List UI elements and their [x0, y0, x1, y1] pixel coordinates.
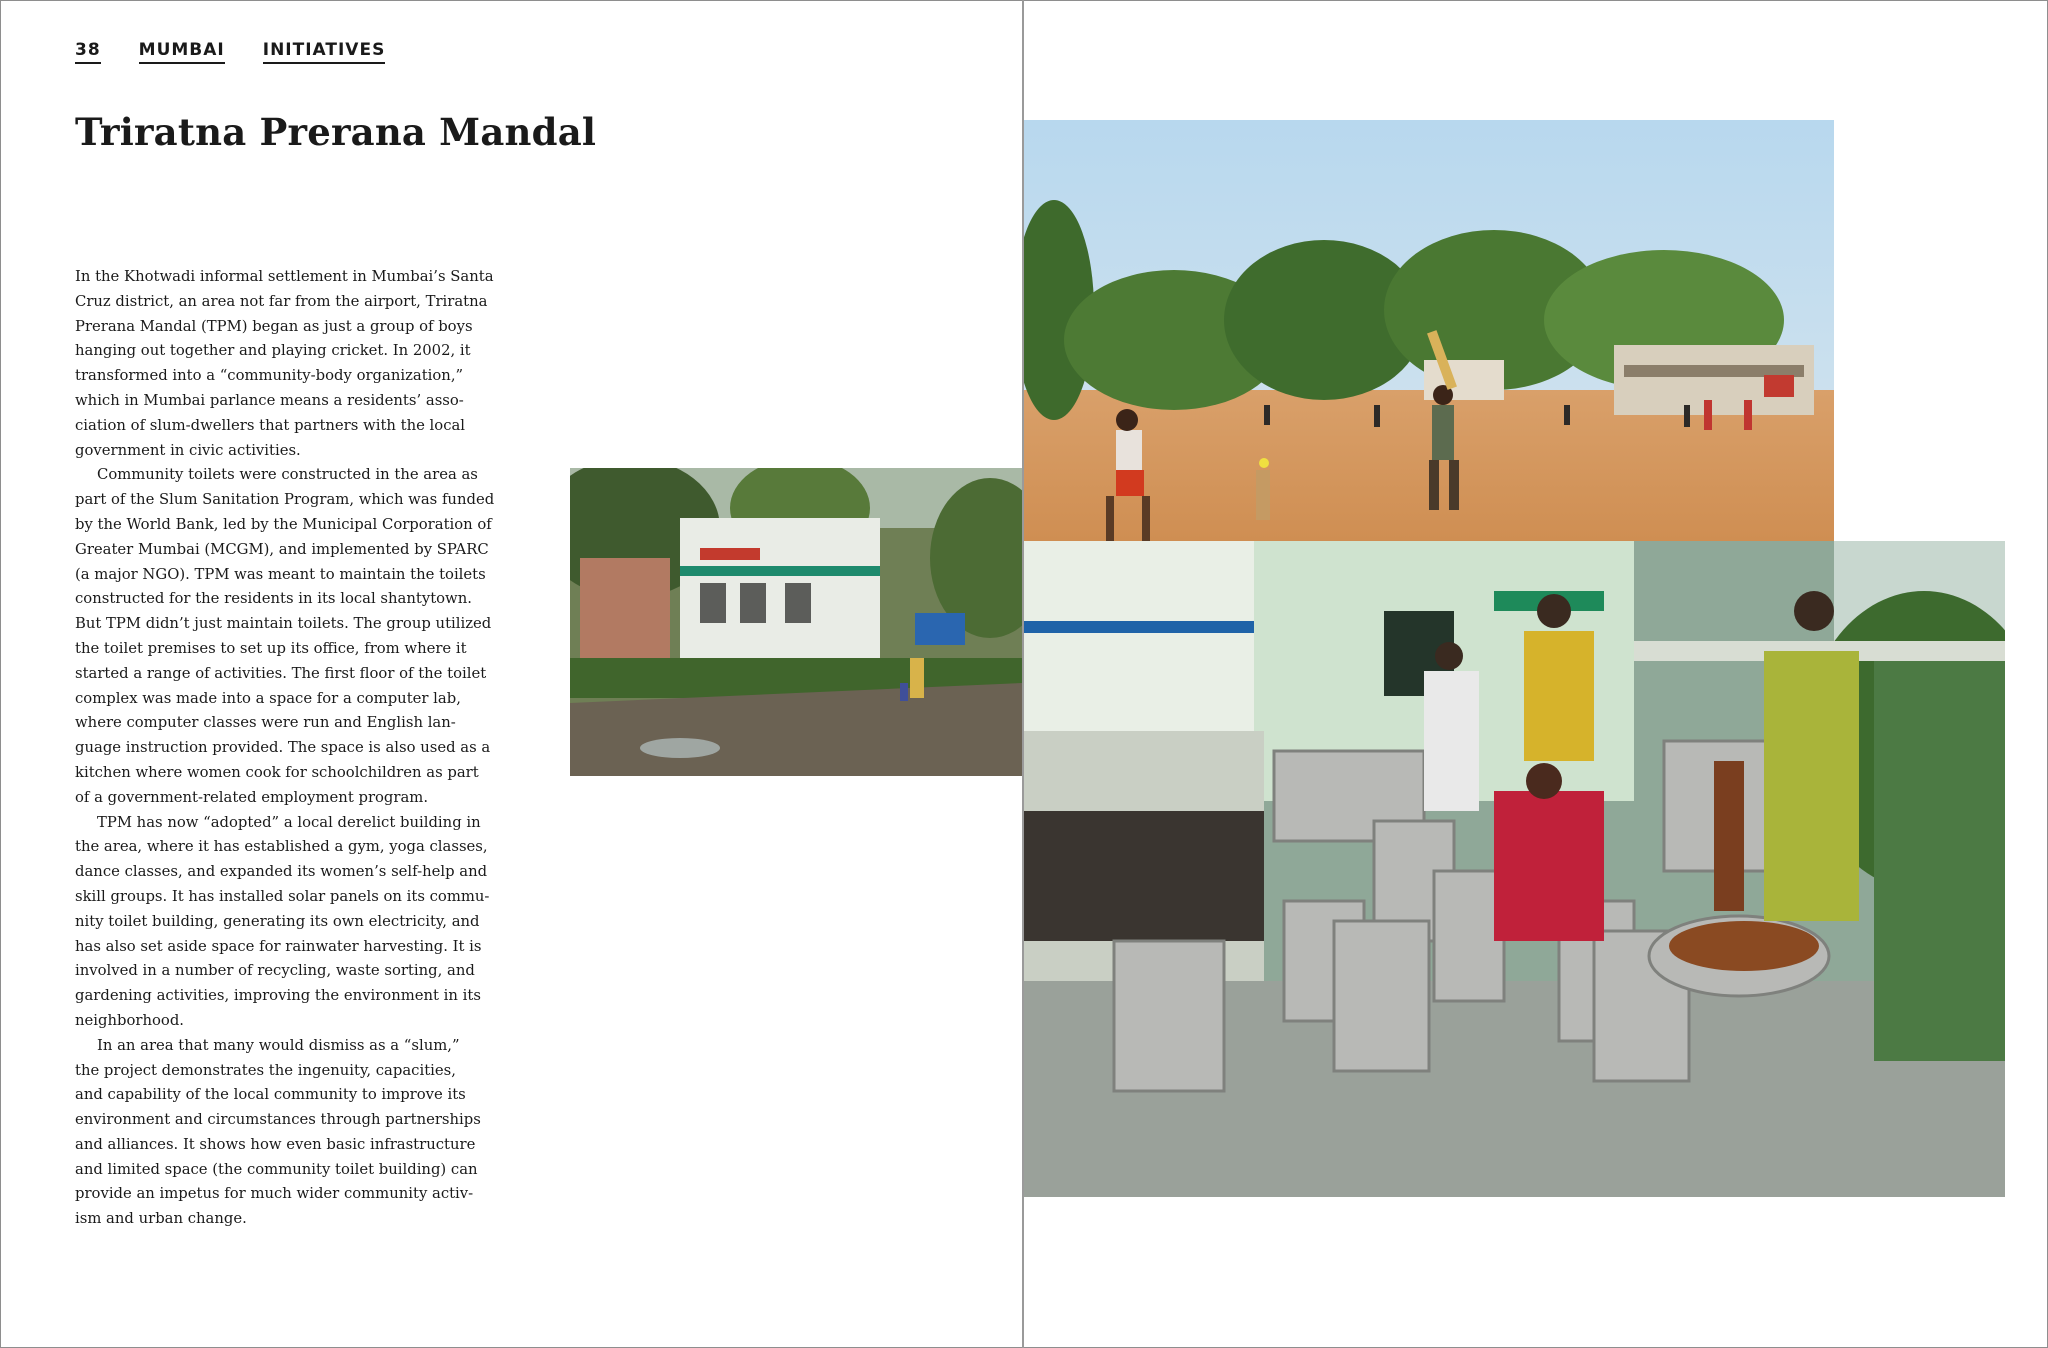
women-cooking-in-kitchen-photo — [1024, 541, 2005, 1197]
body-line: In an area that many would dismiss as a “slum,” — [97, 1036, 460, 1054]
body-line: provide an impetus for much wider community activ- — [75, 1185, 474, 1203]
body-line: the project demonstrates the ingenuity, capacities, — [75, 1061, 456, 1079]
body-line: and limited space (the community toilet building) can — [75, 1160, 478, 1178]
body-line: Community toilets were constructed in the area as — [97, 466, 478, 484]
body-line: has also set aside space for rainwater harvesting. It is — [75, 937, 482, 955]
article-body — [75, 265, 500, 1232]
body-line: transformed into a “community-body organization,” — [75, 367, 464, 385]
body-line: But TPM didn’t just maintain toilets. The group utilized — [75, 615, 492, 633]
body-line: In the Khotwadi informal settlement in Mumbai’s Santa — [75, 268, 494, 285]
running-head-city: MUMBAI — [139, 40, 225, 64]
body-line: hanging out together and playing cricket. In 2002, it — [75, 342, 471, 360]
body-line: and capability of the local community to improve its — [75, 1086, 466, 1104]
body-line: constructed for the residents in its local shantytown. — [75, 590, 472, 608]
body-line: neighborhood. — [75, 1011, 184, 1029]
body-line: by the World Bank, led by the Municipal Corporation of — [75, 515, 492, 533]
body-line: part of the Slum Sanitation Program, which was funded — [75, 491, 495, 509]
community-toilet-building-photo — [570, 468, 1022, 776]
body-line: nity toilet building, generating its own electricity, and — [75, 912, 480, 930]
body-line: kitchen where women cook for schoolchildren as part — [75, 763, 479, 781]
body-line: the toilet premises to set up its office, from where it — [75, 639, 467, 657]
body-line: complex was made into a space for a computer lab, — [75, 689, 461, 707]
body-line: Prerana Mandal (TPM) began as just a group of boys — [75, 317, 473, 335]
body-line: where computer classes were run and English lan- — [75, 714, 456, 732]
body-line: the area, where it has established a gym, yoga classes, — [75, 838, 488, 856]
body-line: government in civic activities. — [75, 441, 301, 459]
body-line: environment and circumstances through partnerships — [75, 1111, 481, 1129]
body-line: and alliances. It shows how even basic infrastructure — [75, 1135, 476, 1153]
body-line: (a major NGO). TPM was meant to maintain the toilets — [75, 565, 486, 583]
body-line: of a government-related employment program. — [75, 788, 429, 806]
body-line: Cruz district, an area not far from the airport, Triratna — [75, 292, 488, 310]
body-line: guage instruction provided. The space is also used as a — [75, 739, 491, 757]
body-line: involved in a number of recycling, waste sorting, and — [75, 962, 475, 980]
body-line: Greater Mumbai (MCGM), and implemented by SPARC — [75, 540, 489, 558]
body-line: ism and urban change. — [75, 1210, 247, 1228]
body-line: skill groups. It has installed solar panels on its commu- — [75, 887, 490, 905]
body-line: TPM has now “adopted” a local derelict building in — [97, 813, 481, 831]
running-head — [75, 40, 385, 64]
body-line: gardening activities, improving the environment in its — [75, 987, 481, 1005]
running-head-section: INITIATIVES — [263, 40, 386, 64]
body-line: ciation of slum-dwellers that partners with the local — [75, 416, 466, 434]
body-line: started a range of activities. The first floor of the toilet — [75, 664, 487, 682]
body-line: dance classes, and expanded its women’s self-help and — [75, 863, 488, 881]
page-number: 38 — [75, 40, 101, 64]
body-line: which in Mumbai parlance means a residents’ asso- — [75, 391, 464, 409]
article-title: Triratna Prerana Mandal — [75, 110, 597, 154]
